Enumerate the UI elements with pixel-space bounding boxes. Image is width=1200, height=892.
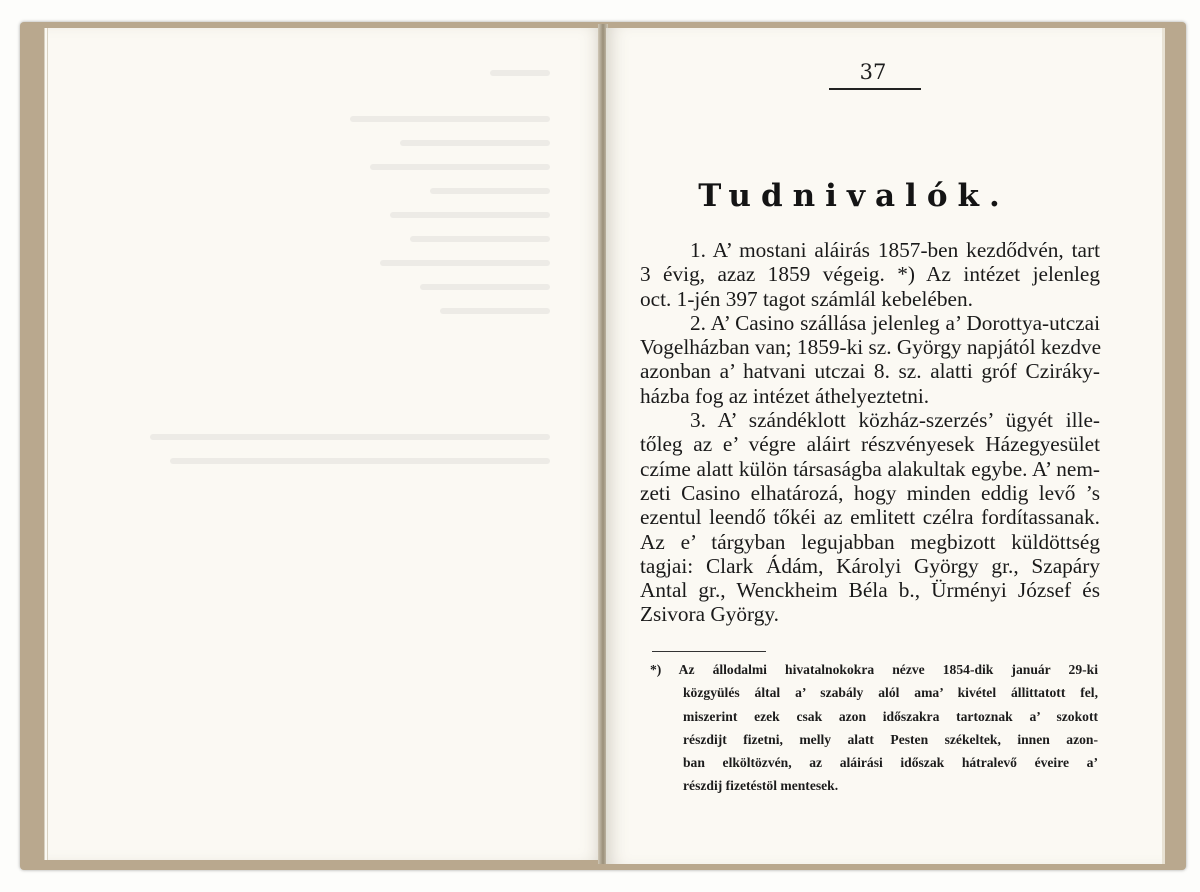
footnote-line: *) Az állodalmi hivatalnokokra nézve 1854-dik január 29-ki bbox=[650, 662, 1098, 677]
body-line: ezentul leendő tőkéi az emlitett czélra fordítassanak. bbox=[640, 505, 1100, 530]
page-number: 37 bbox=[859, 60, 887, 84]
body-line: tagjai: Clark Ádám, Károlyi György gr., Szapáry bbox=[640, 553, 1100, 578]
footnote-line: ban elköltözvén, az aláirási időszak hátralevő éveire a’ bbox=[683, 755, 1098, 771]
page-number-rule bbox=[829, 88, 921, 90]
body-line: zeti Casino elhatározá, hogy minden eddig levő ’s bbox=[640, 480, 1100, 505]
body-line: oct. 1-jén 397 tagot számlál kebelében. bbox=[640, 286, 973, 311]
body-line: 3 évig, azaz 1859 végeig. *) Az intézet jelenleg bbox=[640, 262, 1100, 287]
page-title: Tudnivalók. bbox=[698, 178, 1010, 214]
body-line: 2. A’ Casino szállása jelenleg a’ Dorottya-utczai bbox=[690, 310, 1100, 335]
body-line: tőleg az e’ végre aláirt részvényesek Házegyesület bbox=[640, 432, 1100, 457]
body-line: Vogelházban van; 1859-ki sz. György napjától kezdve bbox=[640, 335, 1102, 360]
body-line: Az e’ tárgyban legujabban megbizott küldöttség bbox=[640, 529, 1100, 554]
footnote-line: közgyülés által a’ szabály alól ama’ kivétel állittatott fel, bbox=[683, 685, 1098, 701]
footnote-line: részdij fizetéstöl mentesek. bbox=[683, 778, 839, 794]
body-line: azonban a’ hatvani utczai 8. sz. alatti gróf Cziráky- bbox=[640, 359, 1100, 384]
body-line: házba fog az intézet áthelyeztetni. bbox=[640, 383, 930, 408]
body-line: Antal gr., Wenckheim Béla b., Ürményi József és bbox=[640, 578, 1100, 603]
footnote-line: részdijt fizetni, melly alatt Pesten székeltek, innen azon- bbox=[683, 731, 1098, 747]
body-line: 1. A’ mostani aláirás 1857-ben kezdődvén, tart bbox=[690, 238, 1100, 262]
show-through-text bbox=[110, 60, 550, 820]
body-line: 3. A’ szándéklott közház-szerzés’ ügyét ille- bbox=[690, 408, 1100, 433]
body-line: Zsivora György. bbox=[640, 602, 780, 627]
footnote-rule bbox=[652, 651, 766, 652]
footnote bbox=[650, 658, 1098, 798]
body-line: czíme alatt külön társaságba alakultak egybe. A’ nem- bbox=[640, 456, 1100, 481]
footnote-line: miszerint ezek csak azon időszakra tartoznak a’ szokott bbox=[683, 708, 1098, 724]
body-text bbox=[640, 238, 1100, 627]
